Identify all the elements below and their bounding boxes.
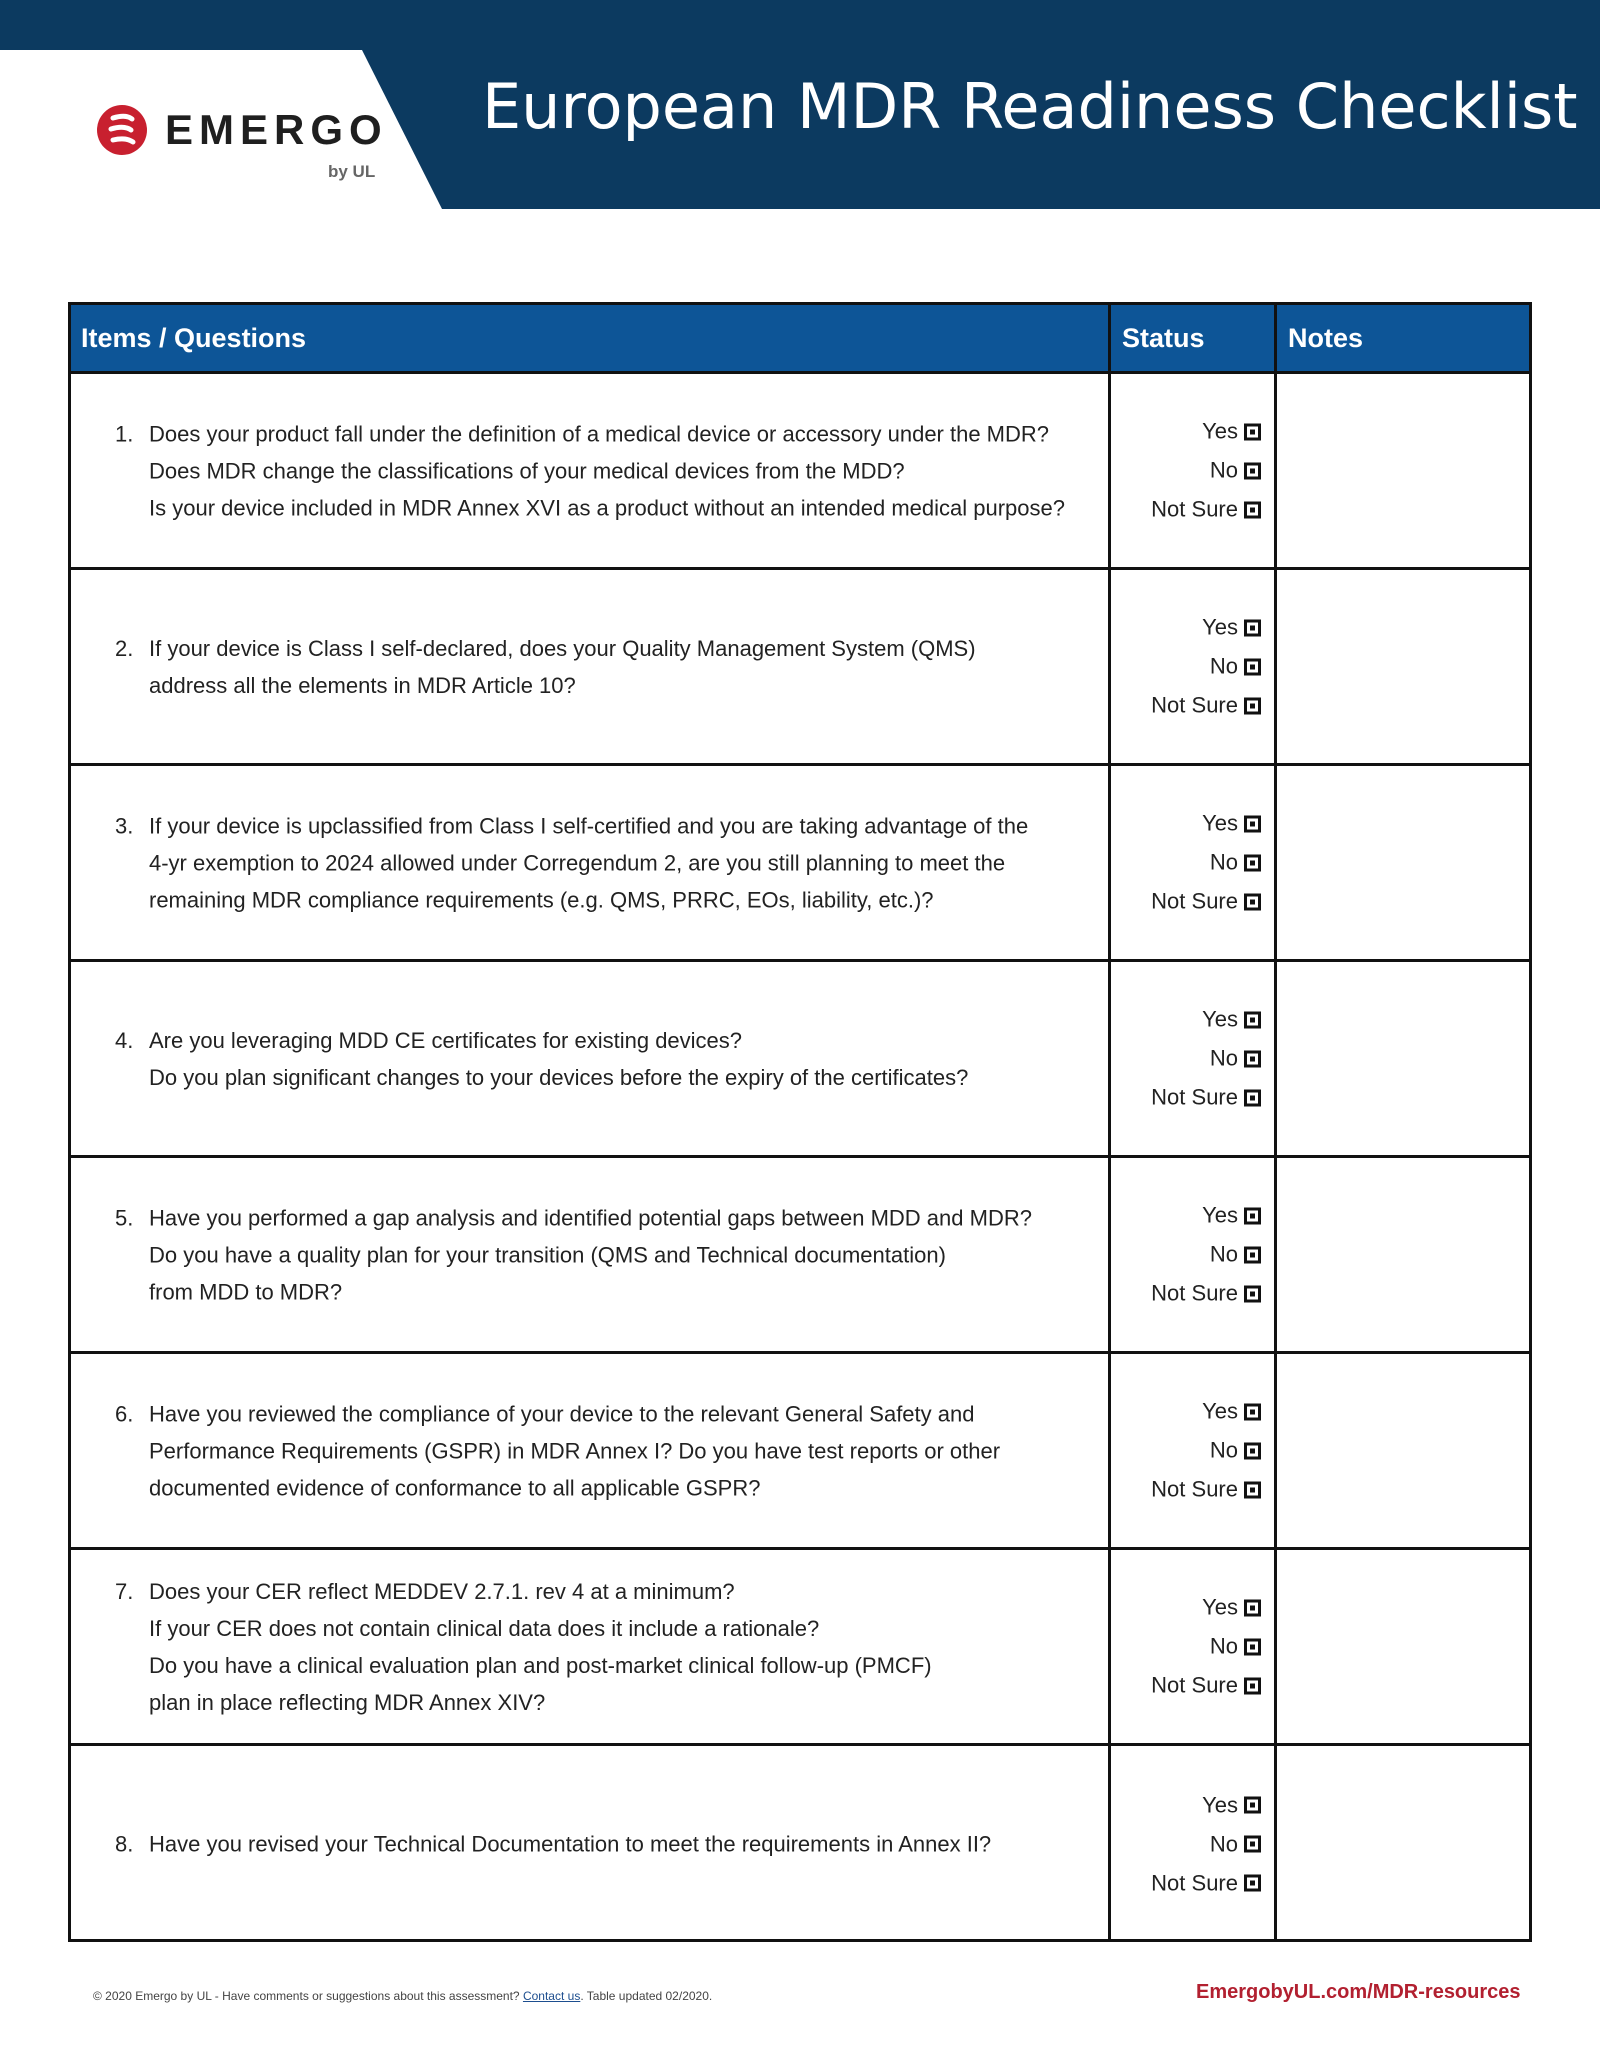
status-option-no[interactable] (1111, 451, 1261, 490)
checkbox-icon[interactable] (1244, 854, 1261, 871)
status-option-label: Not Sure (1151, 692, 1238, 718)
question-text: If your device is Class I self-declared, does your Quality Management System (QMS) address all the elements in MDR Article 10? (149, 635, 976, 698)
status-option-label: Not Sure (1151, 1672, 1238, 1698)
status-option-no[interactable] (1111, 1039, 1261, 1078)
status-option-no[interactable] (1111, 1431, 1261, 1470)
question-number: 4. (115, 1027, 134, 1053)
status-option-no[interactable] (1111, 1627, 1261, 1666)
status-option-not-sure[interactable] (1111, 1274, 1261, 1313)
question (115, 1826, 1115, 1863)
table-row (71, 1746, 1529, 1942)
question-text: If your device is upclassified from Class I self-certified and you are taking advantage of the 4-yr exemption to 2024 allowed under Corregendum 2, are you still planning to meet the remaining MDR compliance requirements (e.g. QMS, PRRC, EOs, liability, etc.)? (149, 813, 1029, 912)
status-option-label: Yes (1202, 1006, 1238, 1032)
question (115, 415, 1115, 526)
checkbox-icon[interactable] (1244, 1207, 1261, 1224)
status-option-label: Not Sure (1151, 496, 1238, 522)
status-option-yes[interactable] (1111, 804, 1261, 843)
question (115, 630, 1115, 704)
status-option-label: Yes (1202, 1202, 1238, 1228)
status-option-label: No (1209, 849, 1238, 875)
table-row (71, 766, 1529, 962)
contact-us-link[interactable]: Contact us (522, 1989, 581, 2003)
status-options (1111, 1000, 1261, 1117)
question-text: Have you performed a gap analysis and identified potential gaps between MDD and MDR? Do you have a quality plan for your transition (QMS and Technical documentation) from MDD to MDR? (149, 1205, 1032, 1304)
status-option-no[interactable] (1111, 647, 1261, 686)
table-row (71, 962, 1529, 1158)
table-row (71, 1158, 1529, 1354)
status-option-not-sure[interactable] (1111, 1666, 1261, 1705)
status-options (1111, 804, 1261, 921)
checkbox-icon[interactable] (1244, 1011, 1261, 1028)
status-option-label: No (1209, 1437, 1238, 1463)
question-number: 3. (115, 813, 134, 838)
status-option-label: No (1209, 1633, 1238, 1659)
status-option-yes[interactable] (1111, 1196, 1261, 1235)
question-text: Does your CER reflect MEDDEV 2.7.1. rev 4 at a minimum? If your CER does not contain clinical data does it include a rationale? Do you have a clinical evaluation plan and post-market clinical follow-up (PMCF) plan in place reflecting MDR Annex XIV? (149, 1578, 932, 1715)
checkbox-icon[interactable] (1244, 501, 1261, 518)
question-text: Have you revised your Technical Documentation to meet the requirements in Annex II? (149, 1831, 992, 1857)
status-option-label: Yes (1202, 418, 1238, 444)
checkbox-icon[interactable] (1244, 1285, 1261, 1302)
question-number: 2. (115, 635, 134, 661)
status-option-yes[interactable] (1111, 1786, 1261, 1825)
status-options (1111, 1588, 1261, 1705)
checkbox-icon[interactable] (1244, 1677, 1261, 1694)
status-options (1111, 1786, 1261, 1903)
question-number: 5. (115, 1205, 134, 1230)
question-number: 6. (115, 1401, 134, 1426)
status-option-no[interactable] (1111, 1825, 1261, 1864)
status-option-label: Yes (1202, 1594, 1238, 1620)
footer-note (93, 1989, 712, 2003)
status-option-label: Not Sure (1151, 1870, 1238, 1895)
status-option-label: Yes (1202, 614, 1238, 640)
column-header-items: Items / Questions (81, 323, 307, 353)
question-text: Does your product fall under the definition of a medical device or accessory under the MDR? Does MDR change the classifications of your medical devices from the MDD? Is your device included in MDR Annex XVI as a product without an intended medical purpose? (149, 421, 1065, 520)
status-option-not-sure[interactable] (1111, 1470, 1261, 1509)
status-option-label: Yes (1202, 1792, 1238, 1817)
table-row (71, 570, 1529, 766)
status-option-yes[interactable] (1111, 1392, 1261, 1431)
status-option-label: No (1209, 1045, 1238, 1071)
checkbox-icon[interactable] (1244, 1638, 1261, 1655)
checkbox-icon[interactable] (1244, 1050, 1261, 1067)
status-option-yes[interactable] (1111, 412, 1261, 451)
column-header-notes: Notes (1288, 323, 1364, 353)
checkbox-icon[interactable] (1244, 1797, 1261, 1814)
checkbox-icon[interactable] (1244, 1875, 1261, 1892)
status-option-label: No (1209, 653, 1238, 679)
status-option-label: Yes (1202, 810, 1238, 836)
status-options (1111, 1196, 1261, 1313)
status-option-label: Not Sure (1151, 1476, 1238, 1502)
status-option-not-sure[interactable] (1111, 882, 1261, 921)
question-text: Have you reviewed the compliance of your device to the relevant General Safety and Performance Requirements (GSPR) in MDR Annex I? Do you have test reports or other documented evidence of conformance to all applicable GSPR? (149, 1401, 1001, 1500)
table-row (71, 1550, 1529, 1746)
status-option-label: Yes (1202, 1398, 1238, 1424)
status-option-label: No (1209, 1831, 1238, 1856)
question-number: 8. (115, 1831, 134, 1857)
question (115, 1395, 1115, 1506)
table-header (71, 305, 1529, 374)
document-title: European MDR Readiness Checklist (482, 70, 1578, 143)
checkbox-icon[interactable] (1244, 1403, 1261, 1420)
table-row (71, 1354, 1529, 1550)
checkbox-icon[interactable] (1244, 423, 1261, 440)
updated-text: . Table updated 02/2020. (580, 1989, 713, 2003)
checkbox-icon[interactable] (1244, 1246, 1261, 1263)
status-option-label: Not Sure (1151, 1084, 1238, 1110)
status-option-yes[interactable] (1111, 608, 1261, 647)
checkbox-icon[interactable] (1244, 893, 1261, 910)
status-option-yes[interactable] (1111, 1588, 1261, 1627)
status-option-label: Not Sure (1151, 1280, 1238, 1306)
status-option-label: No (1209, 457, 1238, 483)
status-option-not-sure[interactable] (1111, 1078, 1261, 1117)
table-row (71, 374, 1529, 570)
question (115, 807, 1115, 918)
question (115, 1199, 1115, 1310)
checkbox-icon[interactable] (1244, 1599, 1261, 1616)
status-option-not-sure[interactable] (1111, 490, 1261, 529)
status-options (1111, 1392, 1261, 1509)
checkbox-icon[interactable] (1244, 1089, 1261, 1106)
status-option-label: Not Sure (1151, 888, 1238, 914)
checkbox-icon[interactable] (1244, 619, 1261, 636)
checkbox-icon[interactable] (1244, 1836, 1261, 1853)
status-option-no[interactable] (1111, 843, 1261, 882)
status-options (1111, 412, 1261, 529)
status-option-yes[interactable] (1111, 1000, 1261, 1039)
status-option-label: No (1209, 1241, 1238, 1267)
resources-url[interactable]: EmergobyUL.com/MDR-resources (1196, 1981, 1521, 2003)
status-option-no[interactable] (1111, 1235, 1261, 1274)
status-option-not-sure[interactable] (1111, 686, 1261, 725)
status-option-not-sure[interactable] (1111, 1864, 1261, 1903)
brand-subtitle: by UL (328, 162, 376, 181)
question-number: 7. (115, 1578, 134, 1604)
checkbox-icon[interactable] (1244, 658, 1261, 675)
checkbox-icon[interactable] (1244, 697, 1261, 714)
question-text: Are you leveraging MDD CE certificates for existing devices? Do you plan significant changes to your devices before the expiry of the certificates? (149, 1027, 969, 1090)
readiness-checklist-table (68, 302, 1532, 1942)
checkbox-icon[interactable] (1244, 1442, 1261, 1459)
brand-name: EMERGO (165, 106, 388, 153)
emergo-logo-icon (96, 104, 148, 156)
checkbox-icon[interactable] (1244, 815, 1261, 832)
question (115, 1022, 1115, 1096)
question-number: 1. (115, 421, 134, 446)
question (115, 1573, 1115, 1721)
checkbox-icon[interactable] (1244, 462, 1261, 479)
checkbox-icon[interactable] (1244, 1481, 1261, 1498)
column-header-status: Status (1122, 323, 1205, 353)
copyright-text: © 2020 Emergo by UL - Have comments or suggestions about this assessment? (93, 1989, 520, 2003)
status-options (1111, 608, 1261, 725)
